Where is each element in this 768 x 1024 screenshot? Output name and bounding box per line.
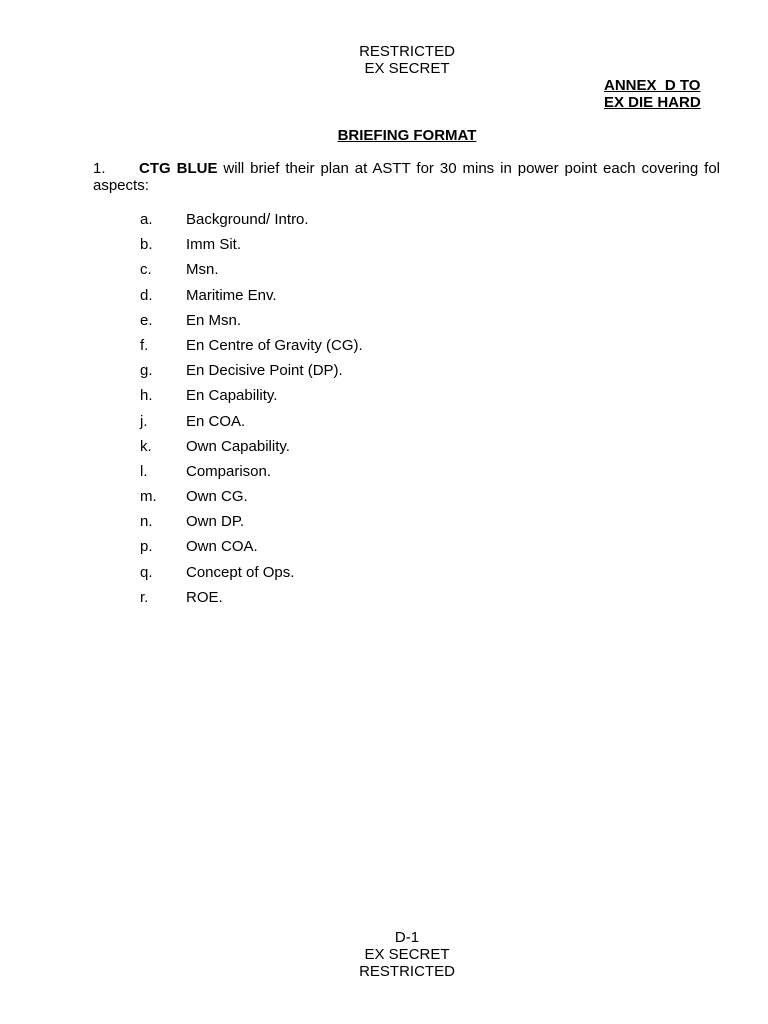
list-item-letter: c. [140, 261, 152, 279]
list-item-letter: a. [140, 211, 153, 228]
footer-classification-ex-secret: EX SECRET [364, 946, 450, 963]
footer-page-number: D-1 [394, 929, 420, 946]
list-item-text: Imm Sit. [186, 236, 241, 254]
list-item-text: Concept of Ops. [186, 563, 295, 581]
paragraph-lead-bold: CTG BLUE [139, 160, 218, 177]
list-item-text: Background/ Intro. [186, 211, 309, 228]
list-item-text: Maritime Env. [186, 286, 277, 304]
list-item-text: En Decisive Point (DP). [186, 362, 343, 380]
list-item-letter: j. [140, 412, 148, 430]
list-item-text: Comparison. [186, 462, 272, 480]
list-item [140, 513, 363, 538]
list-item [140, 589, 363, 614]
header-classification [0, 43, 768, 77]
briefing-aspects-list [140, 211, 363, 614]
list-item [140, 287, 363, 312]
list-item [140, 236, 363, 261]
list-item-text: ROE. [186, 588, 223, 606]
list-item-text: En COA. [186, 412, 246, 430]
list-item-letter: g. [140, 362, 153, 380]
paragraph-1 [93, 160, 720, 194]
list-item-letter: k. [140, 437, 152, 455]
list-item [140, 538, 363, 563]
list-item-letter: d. [140, 286, 153, 304]
list-item [140, 261, 363, 286]
paragraph-number: 1. [93, 160, 106, 177]
list-item-text: En Capability. [186, 387, 278, 405]
list-item-text: Msn. [186, 261, 219, 279]
list-item-letter: e. [140, 311, 153, 329]
list-item [140, 413, 363, 438]
list-item-text: Own Capability. [186, 437, 290, 455]
list-item [140, 387, 363, 412]
list-item [140, 337, 363, 362]
list-item-text: Own DP. [186, 513, 245, 531]
paragraph-text: will brief their plan at ASTT for 30 mins in power point each covering fol aspects: [93, 160, 720, 194]
footer-classification [0, 929, 768, 980]
footer-classification-restricted: RESTRICTED [359, 963, 455, 980]
list-item [140, 362, 363, 387]
header-classification-ex-secret: EX SECRET [364, 60, 450, 77]
list-item-letter: l. [140, 462, 148, 480]
list-item-text: Own CG. [186, 488, 248, 506]
list-item-text: En Msn. [186, 311, 242, 329]
list-item [140, 312, 363, 337]
list-item-letter: m. [140, 488, 157, 506]
list-item-letter: f. [140, 336, 149, 354]
annex-line-2: EX DIE HARD [604, 94, 701, 111]
list-item-text: En Centre of Gravity (CG). [186, 336, 363, 354]
list-item-letter: r. [140, 588, 149, 606]
list-item-letter: h. [140, 387, 153, 405]
list-item [140, 438, 363, 463]
list-item [140, 488, 363, 513]
list-item-letter: p. [140, 538, 153, 556]
list-item-text: Own COA. [186, 538, 258, 556]
annex-reference [604, 77, 701, 111]
list-item [140, 564, 363, 589]
header-classification-restricted: RESTRICTED [359, 43, 455, 60]
list-item-letter: n. [140, 513, 153, 531]
annex-line-1: ANNEX D TO [604, 77, 701, 94]
list-item-letter: b. [140, 236, 153, 254]
list-item-letter: q. [140, 563, 153, 581]
list-item [140, 463, 363, 488]
list-item [140, 211, 363, 236]
document-title: BRIEFING FORMAT [337, 127, 477, 144]
